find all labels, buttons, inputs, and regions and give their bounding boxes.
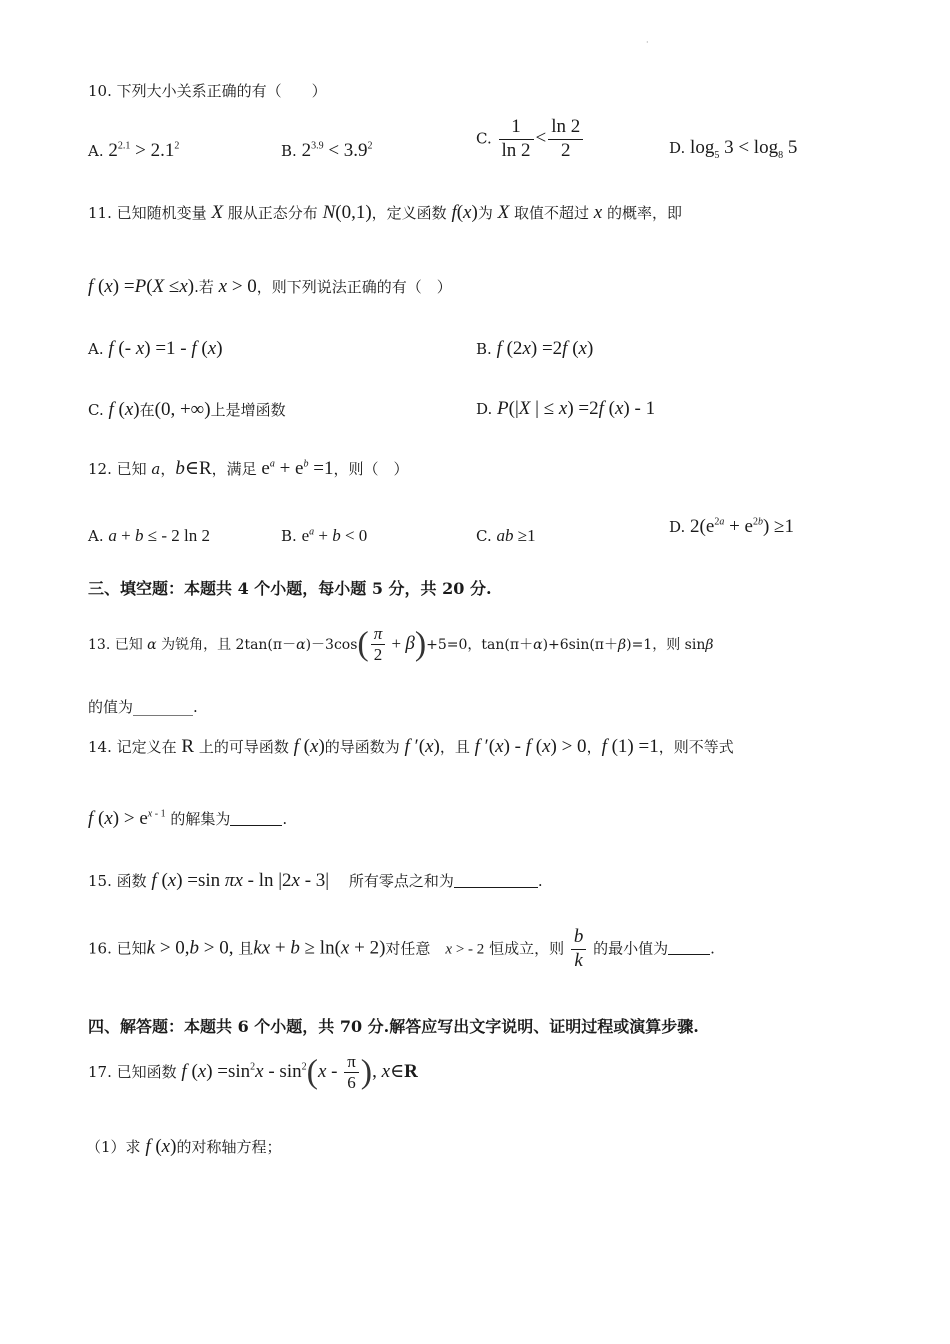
q11-line2: f (x) =P(X ≤x).若 x > 0，则下列说法正确的有（ ） — [88, 276, 452, 297]
q11-option-c-label: C. — [88, 401, 104, 419]
q10-option-c-label: C. — [476, 129, 492, 148]
q12-option-a: A. a + b ≤ - 2 ln 2 — [88, 526, 210, 545]
q12-option-b-label: B. — [281, 527, 297, 545]
q15-stem: 15. 函数 f (x) =sin πx - ln |2x - 3| 所有零点之和为 . — [88, 870, 543, 891]
q17-part1: （1）求 f (x)的对称轴方程； — [86, 1136, 282, 1157]
q12-option-c: C. ab ≥1 — [476, 526, 536, 545]
q11-option-c: C. f (x)在(0, +∞)上是增函数 — [88, 399, 286, 420]
q10-option-b: B. $2^{3.9} < 3.9^2$ — [281, 140, 373, 161]
q16-stem: 16. 已知k > 0,b > 0, 且kx + b ≥ ln(x + 2)对任意 x > - 2 恒成立，则 $\frac{b}{k}$ 的最小值为 . — [88, 926, 715, 971]
page-mark: · — [646, 38, 649, 47]
q13-line1: 13. 已知 α 为锐角，且 2tan(π－α)－3cos( $\frac{\pi}{2}$ + β)+5=0，tan(π＋α)+6sin(π＋β)=1，则 sinβ — [88, 624, 714, 665]
q12-stem: 12. 已知 a，b∈R，满足 $e^a + e^b =1$，则（ ） — [88, 458, 409, 479]
q12-option-d-label: D. — [669, 518, 686, 536]
q11-option-d: D. P(|X | ≤ x) =2f (x) - 1 — [476, 398, 656, 419]
q10-option-c: C. $\frac{1}{\ln 2}$ < $\frac{\ln 2}{2}$ — [476, 116, 585, 163]
q12-option-a-label: A. — [88, 527, 104, 545]
q11-option-b: B. f (2x) =2f (x) — [476, 338, 594, 359]
q10-option-a: A. $2^{2.1} > 2.1^2$ — [88, 140, 180, 161]
q12-option-c-label: C. — [476, 527, 492, 545]
q11-option-d-label: D. — [476, 400, 493, 418]
q11-option-a-label: A. — [88, 340, 104, 358]
q14-line2: f $(x) > e^{x - 1}$ 的解集为 . — [88, 808, 288, 829]
q12-option-b: B. $e^a + b < 0$ — [281, 526, 368, 545]
q10-option-a-label: A. — [88, 142, 104, 160]
q12-option-d: D. $2(e^{2a} + e^{2b}) \ge 1$ — [669, 516, 794, 537]
q10-option-b-label: B. — [281, 142, 297, 160]
q11-line1: 11. 已知随机变量 X 服从正态分布 N(0,1)，定义函数 f(x)为 X 取值不超过 x 的概率，即 — [88, 202, 682, 223]
q10-option-d: D. $\log_5 3 < \log_8 5$ — [669, 137, 798, 161]
q11-option-b-label: B. — [476, 340, 492, 358]
q10-option-d-label: D. — [669, 139, 686, 157]
section-4-heading: 四、解答题：本题共 6 个小题，共 70 分.解答应写出文字说明、证明过程或演算步骤. — [88, 1017, 699, 1036]
section-3-heading: 三、填空题：本题共 4 个小题，每小题 5 分，共 20 分. — [88, 579, 492, 598]
q13-line2: 的值为________. — [88, 698, 198, 716]
q14-line1: 14. 记定义在 R 上的可导函数 f (x)的导函数为 f ′(x)，且 f ′(x) - f (x) > 0，f (1) =1，则不等式 — [88, 736, 734, 757]
q17-stem: 17. 已知函数 f $(x) =\sin^2x - \sin^2(x$ - $\frac{\pi}{6}$ ), x∈R — [88, 1052, 418, 1093]
q11-option-a: A. f (- x) =1 - f (x) — [88, 338, 223, 359]
q10-stem: 10. 下列大小关系正确的有（ ） — [88, 82, 327, 100]
